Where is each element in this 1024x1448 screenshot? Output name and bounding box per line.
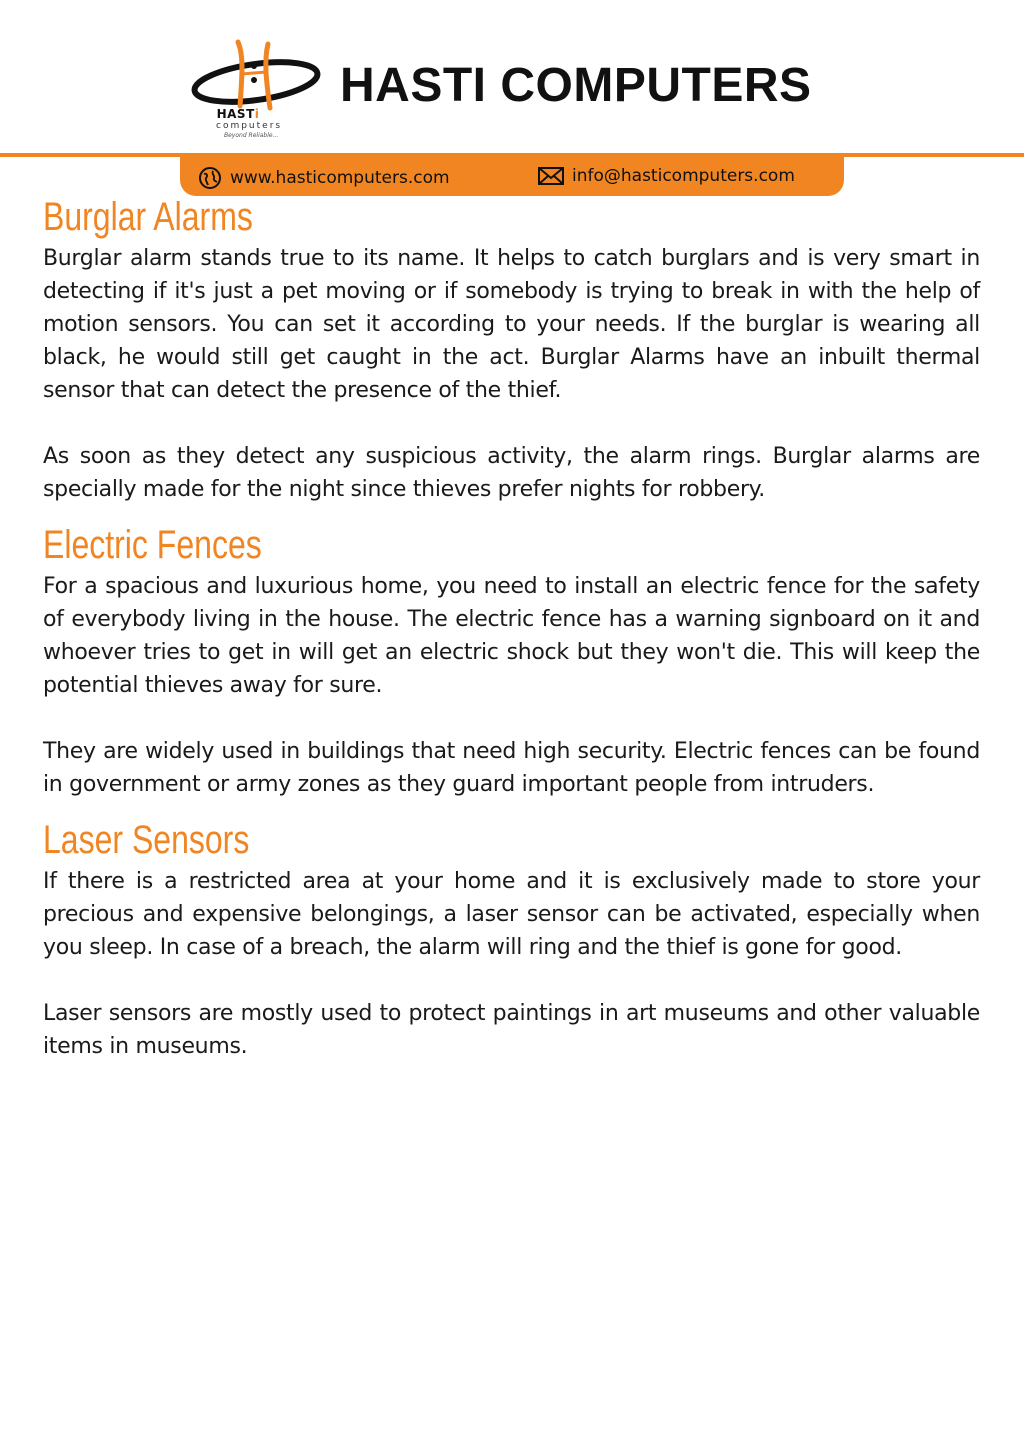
section-title: Electric Fences — [43, 523, 262, 567]
company-logo — [190, 36, 325, 146]
section-paragraph: For a spacious and luxurious home, you need to install an electric fence for the safety of everybody living in the house. The electric fence has a warning signboard on it and whoever tries to get in will get an electric shock but they won't die. This will keep the potential thieves away for sure. — [43, 574, 980, 698]
email-link[interactable]: info@hasticomputers.com — [572, 166, 795, 186]
section-paragraph: They are widely used in buildings that need high security. Electric fences can be found in government or army zones as they guard important people from intruders. — [43, 739, 980, 797]
page-header — [0, 0, 1024, 200]
section-title: Laser Sensors — [43, 818, 250, 862]
website-contact[interactable] — [198, 166, 450, 190]
section-laser-sensors — [43, 815, 980, 1063]
section-electric-fences — [43, 520, 980, 801]
section-paragraph: If there is a restricted area at your home and it is exclusively made to store your precious and expensive belongings, a laser sensor can be activated, especially when you sleep. In case of a breach, the alarm will ring and the thief is gone for good. — [43, 869, 980, 960]
email-contact[interactable] — [538, 166, 795, 186]
logo-wordmark: HASTi — [216, 107, 260, 121]
section-paragraph: Burglar alarm stands true to its name. It helps to catch burglars and is very smart in detecting if it's just a pet moving or if somebody is trying to break in with the help of motion sensors. You can set it according to your needs. If the burglar is wearing all black, he would still get caught in the act. Burglar Alarms have an inbuilt thermal sensor that can detect the presence of the thief. — [43, 246, 980, 403]
section-burglar-alarms — [43, 192, 980, 506]
section-paragraph: Laser sensors are mostly used to protect paintings in art museums and other valuable items in museums. — [43, 1001, 980, 1059]
section-paragraph: As soon as they detect any suspicious activity, the alarm rings. Burglar alarms are specially made for the night since thieves prefer nights for robbery. — [43, 444, 980, 502]
website-link[interactable]: www.hasticomputers.com — [230, 168, 450, 188]
logo-subtitle: computers — [216, 121, 283, 131]
section-title: Burglar Alarms — [43, 195, 253, 239]
company-name: HASTI COMPUTERS — [340, 59, 812, 112]
contact-bar — [180, 157, 844, 196]
globe-icon — [198, 166, 222, 190]
logo-tagline: Beyond Reliable... — [224, 132, 279, 139]
article-content — [43, 192, 980, 1063]
envelope-icon — [538, 167, 564, 185]
